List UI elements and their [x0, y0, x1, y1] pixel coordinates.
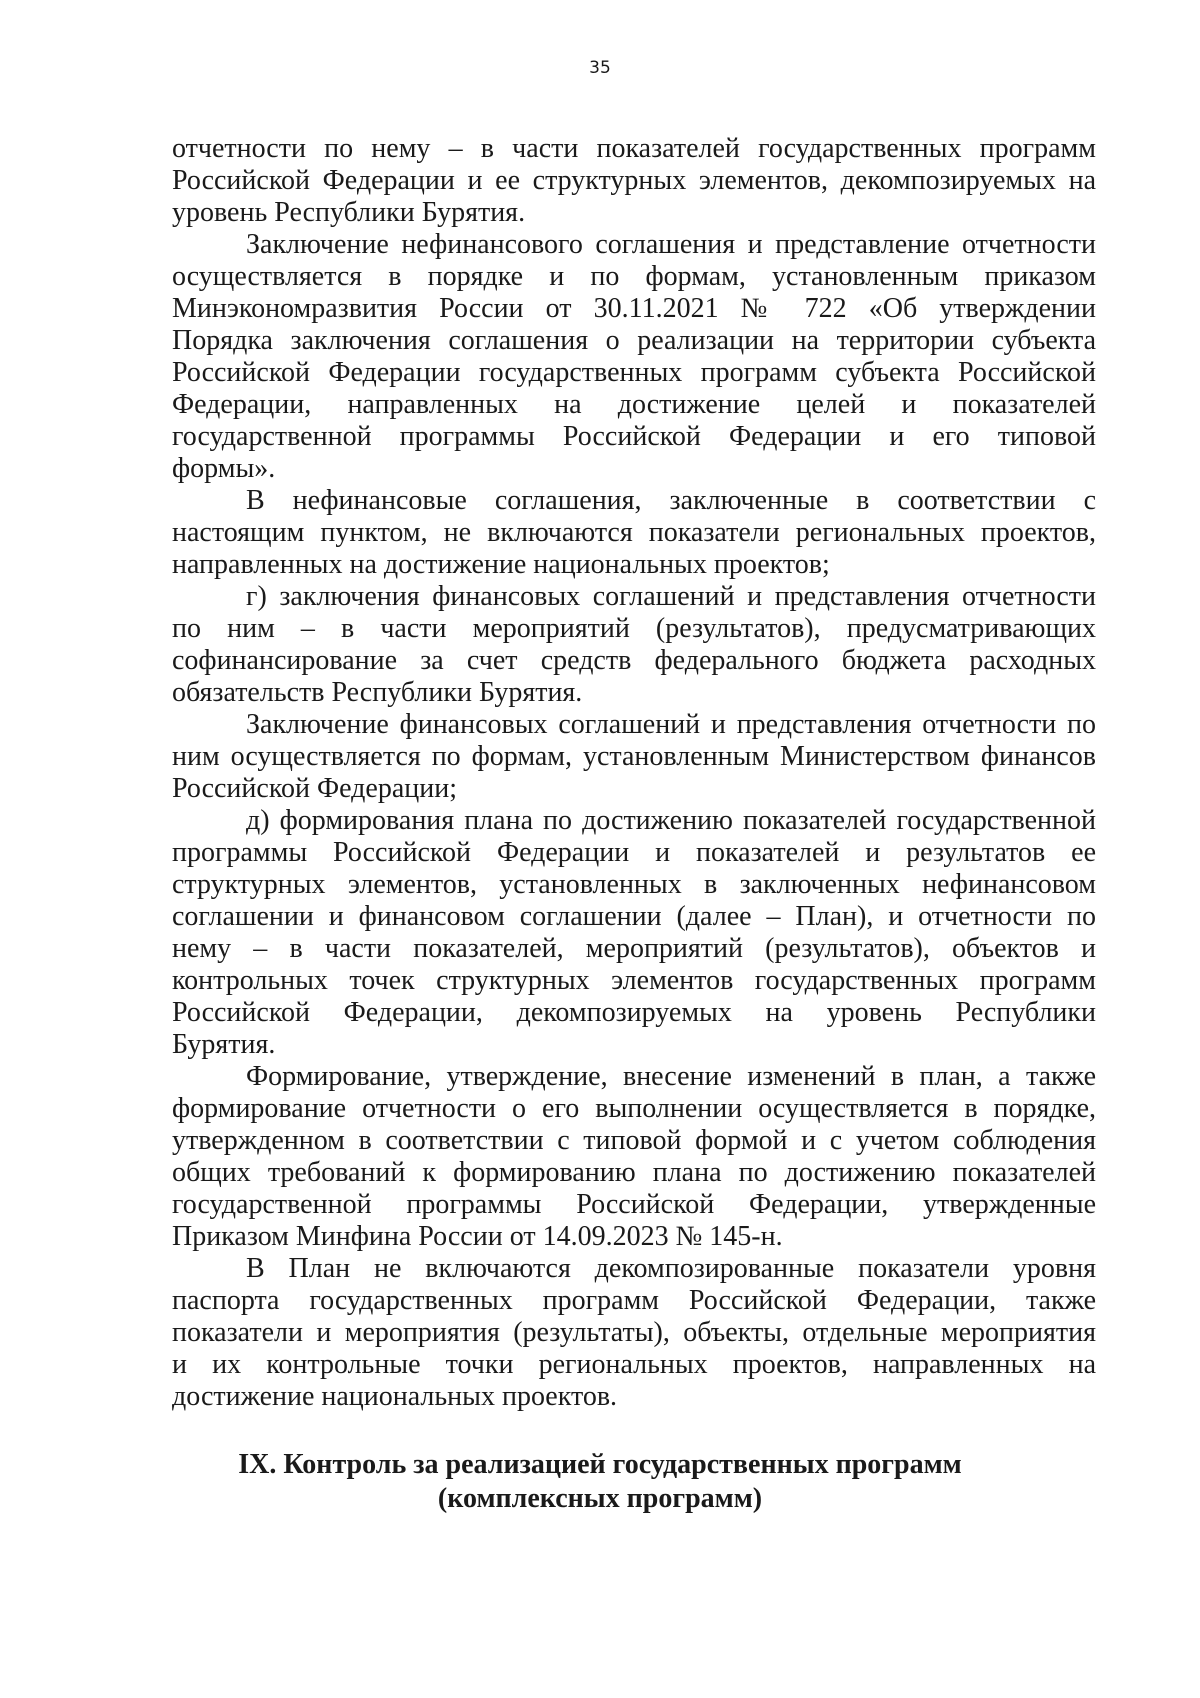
- text-line: отчетности по нему – в части показателей государственных программ: [172, 133, 1096, 164]
- text-line: достижение национальных проектов.: [172, 1381, 618, 1412]
- text-line: г) заключения финансовых соглашений и представления отчетности: [246, 581, 1096, 612]
- text-line: Минэкономразвития России от 30.11.2021 № 722 «Об утверждении: [172, 293, 1096, 324]
- text-line: д) формирования плана по достижению показателей государственной: [246, 805, 1096, 836]
- text-line: нему – в части показателей, мероприятий (результатов), объектов и: [172, 933, 1096, 964]
- text-line: соглашении и финансовом соглашении (далее – План), и отчетности по: [172, 901, 1096, 932]
- text-line: Формирование, утверждение, внесение изменений в план, а также: [246, 1061, 1096, 1092]
- text-line: Заключение финансовых соглашений и представления отчетности по: [246, 709, 1096, 740]
- text-line: и их контрольные точки региональных проектов, направленных на: [172, 1349, 1096, 1380]
- text-line: показатели и мероприятия (результаты), объекты, отдельные мероприятия: [172, 1317, 1096, 1348]
- text-line: Российской Федерации государственных программ субъекта Российской: [172, 357, 1096, 388]
- text-line: общих требований к формированию плана по достижению показателей: [172, 1157, 1096, 1188]
- text-line: Российской Федерации;: [172, 773, 458, 804]
- text-line: Российской Федерации и ее структурных элементов, декомпозируемых на: [172, 165, 1096, 196]
- text-line: осуществляется в порядке и по формам, установленным приказом: [172, 261, 1096, 292]
- section-heading-continuation: (комплексных программ): [437, 1483, 763, 1514]
- text-line: программы Российской Федерации и показателей и результатов ее: [172, 837, 1096, 868]
- text-line: В нефинансовые соглашения, заключенные в соответствии с: [246, 485, 1096, 516]
- text-line: по ним – в части мероприятий (результатов), предусматривающих: [172, 613, 1096, 644]
- text-line: Российской Федерации, декомпозируемых на уровень Республики: [172, 997, 1096, 1028]
- text-line: паспорта государственных программ Российской Федерации, также: [172, 1285, 1096, 1316]
- text-line: уровень Республики Бурятия.: [172, 197, 526, 228]
- text-line: Бурятия.: [172, 1029, 276, 1060]
- text-line: настоящим пунктом, не включаются показатели региональных проектов,: [172, 517, 1096, 548]
- text-line: формирование отчетности о его выполнении осуществляется в порядке,: [172, 1093, 1096, 1124]
- page-number: 35: [589, 58, 611, 78]
- text-line: государственной программы Российской Федерации, утвержденные: [172, 1189, 1096, 1220]
- text-line: Заключение нефинансового соглашения и представление отчетности: [246, 229, 1096, 260]
- section-heading: IX. Контроль за реализацией государственных программ: [238, 1449, 962, 1480]
- text-line: направленных на достижение национальных проектов;: [172, 549, 830, 580]
- text-line: софинансирование за счет средств федерального бюджета расходных: [172, 645, 1096, 676]
- text-line: утвержденном в соответствии с типовой формой и с учетом соблюдения: [172, 1125, 1096, 1156]
- text-line: Федерации, направленных на достижение целей и показателей: [172, 389, 1096, 420]
- text-line: структурных элементов, установленных в заключенных нефинансовом: [172, 869, 1096, 900]
- text-line: В План не включаются декомпозированные показатели уровня: [246, 1253, 1096, 1284]
- text-line: ним осуществляется по формам, установленным Министерством финансов: [172, 741, 1096, 772]
- text-line: формы».: [172, 453, 276, 484]
- text-line: контрольных точек структурных элементов государственных программ: [172, 965, 1096, 996]
- text-line: государственной программы Российской Федерации и его типовой: [172, 421, 1096, 452]
- text-line: Порядка заключения соглашения о реализации на территории субъекта: [172, 325, 1096, 356]
- text-line: Приказом Минфина России от 14.09.2023 № 145-н.: [172, 1221, 783, 1252]
- text-line: обязательств Республики Бурятия.: [172, 677, 583, 708]
